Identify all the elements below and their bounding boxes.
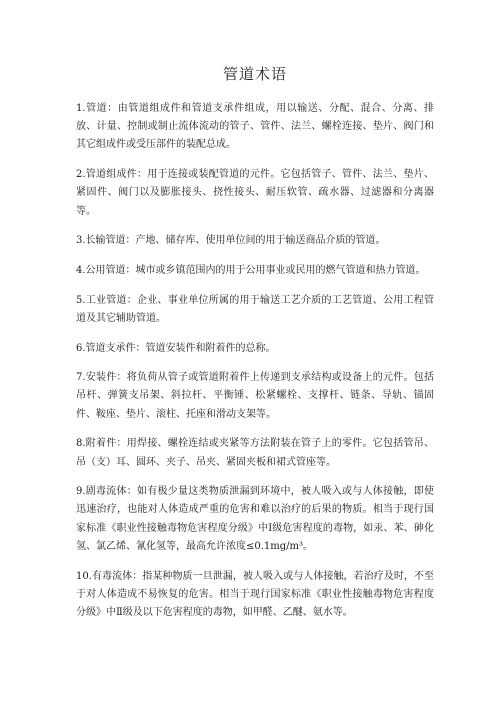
term-item — [76, 483, 434, 556]
term-separator: ： — [116, 438, 127, 450]
term-name: 有毒流体 — [91, 570, 133, 582]
page-title: 管道术语 — [222, 65, 287, 83]
term-name: 管道 — [85, 103, 108, 114]
term-item — [76, 568, 434, 623]
term-definition: 将负荷从管子或管道附着件上传递到支承结构或设备上的元件。包括吊杆、弹簧支吊架、斜拉杆、平衡锤、松紧螺栓、支撑杆、链条、导轨、锚固件、鞍座、垫片、滚柱、托座和滑动支架等。 — [76, 372, 435, 420]
term-number: 6. — [76, 342, 86, 354]
term-separator: ： — [126, 294, 138, 306]
term-list — [76, 100, 434, 622]
term-name: 附着件 — [85, 438, 117, 450]
term-item — [76, 232, 434, 250]
term-separator: ： — [137, 169, 148, 181]
term-separator: ： — [125, 264, 136, 276]
term-number: 9. — [76, 486, 86, 498]
term-number: 3. — [76, 235, 86, 247]
term-name: 管道组成件 — [85, 169, 138, 181]
term-definition: 城市或乡镇范围内的用于公用事业或民用的燃气管道和热力管道。 — [135, 264, 426, 276]
term-number: 7. — [76, 372, 86, 384]
term-item — [76, 369, 434, 424]
term-separator: ： — [116, 372, 127, 384]
term-number: 1. — [76, 103, 86, 114]
term-separator: ： — [125, 235, 136, 247]
term-separator: ： — [135, 342, 146, 354]
term-item — [76, 262, 434, 280]
term-definition: 指某种物质一旦泄漏，被人吸入或与人体接触，若治疗及时，不至于对人体造成不易恢复的危害。相当于现行国家标准《职业性接触毒物危害程度分级》中Ⅱ级及以下危害程度的毒物，如甲醛、乙醚、氨水等。 — [76, 570, 435, 618]
term-item — [76, 340, 434, 358]
term-name: 管道支承件 — [85, 342, 136, 354]
term-definition: 用于连接或装配管道的元件。它包括管子、管件、法兰、垫片、紧固件、阀门以及膨胀接头、挠性接头、耐压软管、疏水器、过滤器和分离器等。 — [76, 169, 435, 217]
term-name: 剧毒流体 — [85, 486, 127, 498]
term-separator: ： — [107, 103, 118, 114]
term-item — [76, 435, 434, 471]
term-separator: ： — [132, 570, 143, 582]
term-definition: 企业、事业单位所属的用于输送工艺介质的工艺管道、公用工程管道及其它辅助管道。 — [76, 294, 435, 324]
term-definition: 产地、储存库、使用单位间的用于输送商品介质的管道。 — [135, 235, 386, 247]
term-number: 10. — [76, 570, 92, 582]
term-name: 公用管道 — [85, 264, 126, 276]
term-name: 工业管道 — [85, 294, 127, 306]
term-definition: 如有极少量这类物质泄漏到环境中，被人吸入或与人体接触，即使迅速治疗，也能对人体造成严重的危害和难以治疗的后果的物质。相当于现行国家标准《职业性接触毒物危害程度分级》中Ⅰ级危害程度的毒物，如汞、苯、砷化氢、氯乙烯、氰化氢等，最高允许浓度≤0.1mg/m³。 — [76, 486, 435, 552]
term-separator: ： — [126, 486, 138, 498]
term-definition: 用焊接、螺栓连结或夹紧等方法附装在管子上的零件。它包括管吊、吊（支）耳、圆环、夹子、吊夹、紧固夹板和裙式管座等。 — [76, 438, 435, 468]
term-name: 安装件 — [85, 372, 117, 384]
term-item — [76, 100, 434, 155]
term-number: 2. — [76, 169, 86, 181]
term-number: 8. — [76, 438, 86, 450]
term-definition: 管道安装件和附着件的总称。 — [145, 342, 276, 354]
term-number: 4. — [76, 264, 86, 276]
term-item — [76, 292, 434, 328]
term-name: 长输管道 — [85, 235, 126, 247]
term-number: 5. — [76, 294, 86, 306]
term-item — [76, 166, 434, 221]
term-definition: 由管道组成件和管道支承件组成，用以输送、分配、混合、分离、排放、计量、控制或制止流体流动的管子、管件、法兰、螺栓连接、垫片、阀门和其它组成件或受压部件的装配总成。 — [76, 103, 435, 151]
